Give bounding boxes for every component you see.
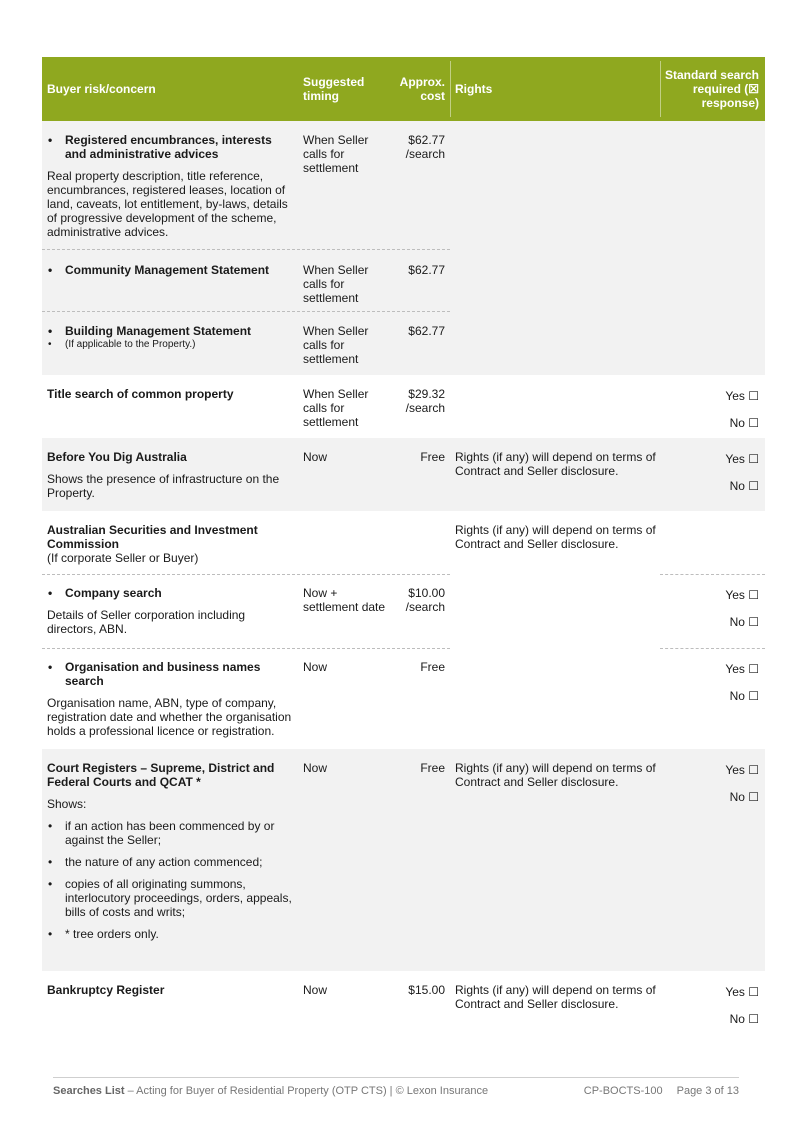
court-bullet: • if an action has been commenced by or against the Seller; xyxy=(47,819,294,847)
company-search-timing: Now + settlement date xyxy=(303,586,386,614)
searches-table xyxy=(42,57,765,1041)
bankruptcy-rights: Rights (if any) will depend on terms of Contract and Seller disclosure. xyxy=(455,983,656,1011)
yes-checkbox[interactable]: Yes ☐ xyxy=(725,763,759,777)
no-checkbox[interactable]: No ☐ xyxy=(729,479,759,493)
cms-title: • Community Management Statement xyxy=(47,263,294,277)
before-you-dig-rights: Rights (if any) will depend on terms of Contract and Seller disclosure. xyxy=(455,450,656,478)
asic-group xyxy=(42,511,765,749)
header-divider xyxy=(660,61,661,117)
company-search-cost: $10.00 /search xyxy=(405,586,445,614)
common-property-cost: $29.32 /search xyxy=(405,387,445,415)
no-checkbox[interactable]: No ☐ xyxy=(729,689,759,703)
common-property-title: Title search of common property xyxy=(47,387,234,401)
common-property-timing: When Seller calls for settlement xyxy=(303,387,369,429)
footer-doc-title: Searches List xyxy=(53,1085,125,1097)
table-row xyxy=(42,648,765,749)
court-cost: Free xyxy=(420,761,445,775)
before-you-dig-desc: Shows the presence of infrastructure on the Property. xyxy=(47,472,280,500)
before-you-dig-title: Before You Dig Australia xyxy=(47,450,187,464)
footer-code: CP-BOCTS-100 xyxy=(583,1085,663,1097)
yes-checkbox[interactable]: Yes ☐ xyxy=(725,985,759,999)
bankruptcy-title: Bankruptcy Register xyxy=(47,983,165,997)
table-row xyxy=(42,574,765,648)
header-cost: Approx. cost xyxy=(399,75,445,103)
company-search-response[interactable] xyxy=(657,586,765,648)
bankruptcy-timing: Now xyxy=(303,983,328,997)
footer-page-number: Page 3 of 13 xyxy=(676,1085,739,1097)
header-risk: Buyer risk/concern xyxy=(47,82,156,96)
row-divider xyxy=(42,574,450,575)
org-names-timing: Now xyxy=(303,660,328,674)
row-divider xyxy=(42,648,450,649)
org-names-response[interactable] xyxy=(657,660,765,749)
no-checkbox[interactable]: No ☐ xyxy=(729,416,759,430)
table-row xyxy=(42,249,450,311)
no-checkbox[interactable]: No ☐ xyxy=(729,1012,759,1026)
yes-checkbox[interactable]: Yes ☐ xyxy=(725,389,759,403)
bms-title: • Building Management Statement xyxy=(47,324,294,338)
court-title: Court Registers – Supreme, District and Federal Courts and QCAT * xyxy=(47,761,275,789)
court-bullet: • copies of all originating summons, interlocutory proceedings, orders, appeals, bills of costs and writs; xyxy=(47,877,294,919)
asic-title: Australian Securities and Investment Commission xyxy=(47,523,258,551)
bms-timing: When Seller calls for settlement xyxy=(303,324,369,366)
yes-checkbox[interactable]: Yes ☐ xyxy=(725,452,759,466)
table-row xyxy=(42,511,765,574)
court-shows: Shows: xyxy=(47,797,87,811)
common-property-response[interactable] xyxy=(657,387,765,438)
yes-checkbox[interactable]: Yes ☐ xyxy=(725,588,759,602)
encumbrances-group xyxy=(42,121,765,375)
table-header xyxy=(42,57,765,121)
cms-cost: $62.77 xyxy=(408,263,445,277)
header-rights: Rights xyxy=(455,82,493,96)
header-timing: Suggested timing xyxy=(303,75,365,103)
court-rights: Rights (if any) will depend on terms of Contract and Seller disclosure. xyxy=(455,761,656,789)
no-checkbox[interactable]: No ☐ xyxy=(729,790,759,804)
table-row xyxy=(42,121,765,249)
row-divider xyxy=(660,574,765,575)
asic-note: (If corporate Seller or Buyer) xyxy=(47,551,199,565)
court-timing: Now xyxy=(303,761,328,775)
table-row xyxy=(42,311,450,375)
org-names-title: • Organisation and business names search xyxy=(47,660,294,688)
org-names-cost: Free xyxy=(420,660,445,674)
page-footer xyxy=(53,1077,739,1097)
table-row xyxy=(42,971,765,1041)
bms-note: • (If applicable to the Property.) xyxy=(47,338,294,352)
company-search-desc: Details of Seller corporation including directors, ABN. xyxy=(47,608,246,636)
encumbrances-desc: Real property description, title reference, encumbrances, registered leases, location of land, caveats, lot entitlement, by-laws, details of progressive development of the scheme, administrative advices. xyxy=(47,169,288,239)
company-search-title: • Company search xyxy=(47,586,294,600)
footer-doc-info xyxy=(53,1085,488,1097)
asic-rights: Rights (if any) will depend on terms of Contract and Seller disclosure. xyxy=(455,523,656,551)
table-row xyxy=(42,375,765,438)
bankruptcy-response[interactable] xyxy=(657,983,765,1041)
table-row xyxy=(42,749,765,971)
row-divider xyxy=(660,648,765,649)
footer-doc-subtitle: – Acting for Buyer of Residential Property (OTP CTS) | © Lexon Insurance xyxy=(124,1085,489,1097)
court-bullet: • the nature of any action commenced; xyxy=(47,855,294,869)
cms-timing: When Seller calls for settlement xyxy=(303,263,369,305)
before-you-dig-cost: Free xyxy=(420,450,445,464)
encumbrances-title: • Registered encumbrances, interests and administrative advices xyxy=(47,133,294,161)
before-you-dig-response[interactable] xyxy=(657,450,765,511)
header-standard: Standard search required (☒ response) xyxy=(664,68,759,110)
court-response[interactable] xyxy=(657,761,765,971)
before-you-dig-timing: Now xyxy=(303,450,328,464)
encumbrances-timing: When Seller calls for settlement xyxy=(303,133,369,175)
org-names-desc: Organisation name, ABN, type of company, registration date and whether the organisation holds a professional licence or registration. xyxy=(47,696,292,738)
court-bullet: • * tree orders only. xyxy=(47,927,294,941)
footer-page-info xyxy=(584,1085,739,1097)
bankruptcy-cost: $15.00 xyxy=(408,983,445,997)
table-row xyxy=(42,438,765,511)
no-checkbox[interactable]: No ☐ xyxy=(729,615,759,629)
yes-checkbox[interactable]: Yes ☐ xyxy=(725,662,759,676)
header-divider xyxy=(450,61,451,117)
bms-cost: $62.77 xyxy=(408,324,445,338)
encumbrances-cost: $62.77 /search xyxy=(405,133,445,161)
